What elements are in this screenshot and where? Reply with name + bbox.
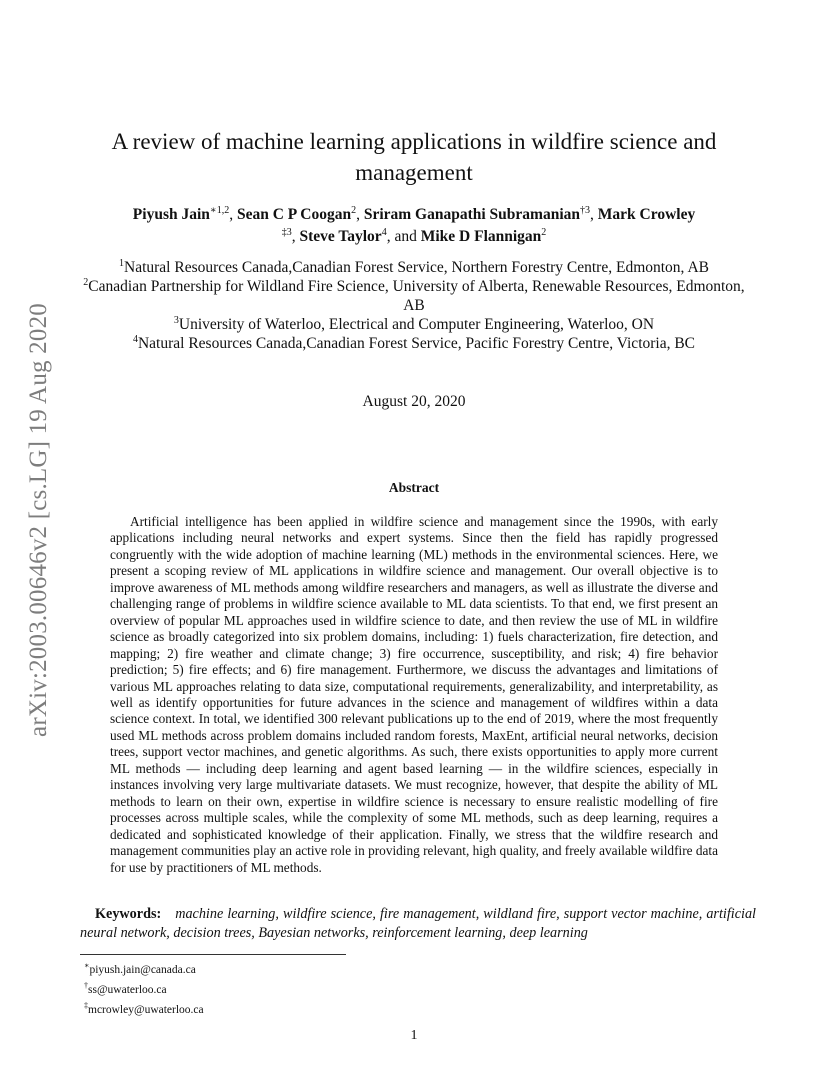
affiliation	[72, 277, 756, 315]
author-marks: 2	[541, 226, 547, 238]
author-name: Mike D Flannigan	[420, 228, 542, 245]
publication-date: August 20, 2020	[362, 393, 466, 410]
footnote-mark: †	[84, 980, 88, 990]
abstract-body: Artificial intelligence has been applied in wildfire science and management since the 1990s, with early applications including neural networks and expert systems. Since then the field has rapidly progressed congruently with the wide adoption of machine learning (ML) methods in the environmental sciences. Here, we present a scoping review of ML applications in wildfire science and management. Our overall objective is to improve awareness of ML methods among wildfire researchers and managers, as well as illustrate the diverse and challenging range of problems in wildfire science available to ML data scientists. To that end, we first present an overview of popular ML approaches used in wildfire science to date, and then review the use of ML in wildfire science as broadly categorized into six problem domains, including: 1) fuels characterization, fire detection, and mapping; 2) fire weather and climate change; 3) fire occurrence, susceptibility, and risk; 4) fire behavior prediction; 5) fire effects; and 6) fire management. Furthermore, we discuss the advantages and limitations of various ML approaches relating to data size, computational requirements, generalizability, and interpretability, as well as identify opportunities for future advances in the science and management of wildfires within a data science context. In total, we identified 300 relevant publications up to the end of 2019, where the most frequently used ML methods across problem domains included random forests, MaxEnt, artificial neural networks, decision trees, support vector machines, and genetic algorithms. As such, there exists opportunities to apply more current ML methods — including deep learning and agent based learning — in the wildfire sciences, especially in instances involving very large multivariate datasets. We must recognize, however, that despite the ability of ML methods to learn on their own, expertise in wildfire science is necessary to ensure realistic modelling of fire processes across multiple scales, while the complexity of some ML methods, such as deep learning, requires a dedicated and sophisticated knowledge of their application. Finally, we stress that the wildfire research and management communities play an active role in providing relevant, high quality, and freely available wildfire data for use by practitioners of ML methods.	[110, 514, 718, 875]
author-name: Steve Taylor	[299, 228, 382, 245]
affiliation-text: Natural Resources Canada,Canadian Forest Service, Pacific Forestry Centre, Victoria, BC	[137, 335, 696, 352]
affiliation-number: 2	[83, 276, 89, 288]
paper-title: A review of machine learning applications in wildfire science and management	[111, 129, 717, 185]
affiliation-text: Natural Resources Canada,Canadian Forest Service, Northern Forestry Centre, Edmonton, AB	[124, 259, 709, 276]
footnote-email[interactable]: ss@uwaterloo.ca	[88, 983, 167, 996]
affiliation	[72, 315, 756, 334]
abstract-heading: Abstract	[388, 480, 440, 495]
keywords-label: Keywords:	[95, 906, 162, 922]
author-marks: †3	[580, 204, 591, 216]
footnote	[84, 958, 204, 978]
affiliation-number: 3	[173, 314, 179, 326]
affiliation-text: University of Waterloo, Electrical and Computer Engineering, Waterloo, ON	[178, 316, 655, 333]
author-name: Piyush Jain	[132, 206, 210, 223]
author-name: Sean C P Coogan	[236, 206, 352, 223]
page-number: 1	[410, 1028, 418, 1043]
affiliation-number: 1	[119, 257, 124, 269]
footnote-email[interactable]: mcrowley@uwaterloo.ca	[88, 1003, 204, 1016]
footnote	[84, 978, 204, 998]
author-conjunction: and	[394, 228, 417, 245]
arxiv-id-text: arXiv:2003.00646v2 [cs.LG] 19 Aug 2020	[25, 303, 53, 737]
author-marks: ‡3	[281, 226, 292, 238]
author-marks: 4	[381, 226, 387, 238]
author-marks: 2	[351, 204, 357, 216]
footnotes	[84, 958, 204, 1017]
footnote-email[interactable]: piyush.jain@canada.ca	[89, 963, 196, 976]
footnote-mark: ∗	[84, 961, 90, 970]
author-marks: ∗1,2	[209, 204, 230, 216]
footnote	[84, 998, 204, 1018]
footnote-rule	[80, 954, 346, 955]
arxiv-side-stamp	[22, 285, 56, 755]
keywords-list: machine learning, wildfire science, fire management, wildland fire, support vector machine, artificial neural network, decision trees, Bayesian networks, reinforcement learning, deep learning	[80, 906, 756, 941]
affiliation-list	[72, 258, 756, 353]
affiliation-text: Canadian Partnership for Wildland Fire Science, University of Alberta, Renewable Resources, Edmonton, AB	[88, 278, 745, 314]
footnote-mark: ‡	[84, 1000, 88, 1010]
affiliation	[72, 334, 756, 353]
affiliation	[72, 258, 756, 277]
affiliation-number: 4	[132, 333, 138, 345]
author-name: Sriram Ganapathi Subramanian	[363, 206, 581, 223]
keywords-paragraph	[80, 905, 756, 943]
author-name: Mark Crowley	[597, 206, 696, 223]
author-list: Piyush Jain$^{∗1,2}$, Sean C P Coogan$^2$, Sriram Ganapathi Subramanian$^{\dagger 3}$, Mark Crowley $^{\ddagger 3}$, Steve Taylor$^4$, and Mike D Flannigan$^2$	[132, 204, 696, 245]
